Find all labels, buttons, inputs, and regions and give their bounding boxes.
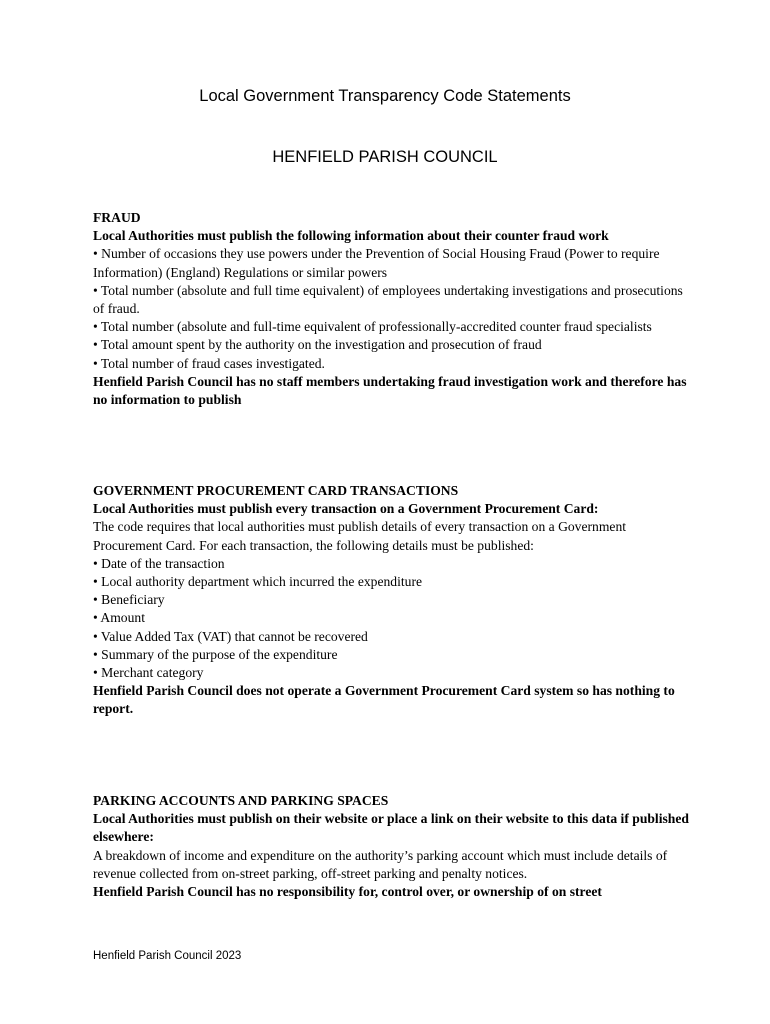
- fraud-heading: FRAUD: [93, 210, 141, 225]
- procurement-intro: The code requires that local authorities must publish details of every transaction on a Government Procurement Card. For each transaction, the following details must be published:: [93, 519, 627, 553]
- procurement-item: • Value Added Tax (VAT) that cannot be recovered: [93, 628, 368, 644]
- page-footer: Henfield Parish Council 2023: [93, 950, 242, 962]
- parking-intro: A breakdown of income and expenditure on the authority’s parking account which must include details of revenue collected from on-street parking, off-street parking and penalty notices.: [93, 847, 668, 881]
- procurement-statement: Henfield Parish Council does not operate a Government Procurement Card system so has nothing to report.: [93, 683, 675, 717]
- council-name: HENFIELD PARISH COUNCIL: [272, 148, 498, 166]
- parking-statement: Henfield Parish Council has no responsibility for, control over, or ownership of on street: [93, 884, 602, 900]
- procurement-item: • Summary of the purpose of the expenditure: [93, 646, 338, 662]
- fraud-item: • Total number (absolute and full-time equivalent of professionally-accredited counter fraud specialists: [93, 319, 652, 335]
- fraud-section: [93, 209, 693, 409]
- fraud-item: • Total number of fraud cases investigated.: [93, 355, 325, 371]
- parking-requirement: Local Authorities must publish on their website or place a link on their website to this data if published elsewhere:: [93, 811, 689, 845]
- procurement-item: • Local authority department which incurred the expenditure: [93, 574, 422, 590]
- fraud-requirement: Local Authorities must publish the following information about their counter fraud work: [93, 228, 609, 244]
- fraud-item: • Total amount spent by the authority on the investigation and prosecution of fraud: [93, 337, 542, 353]
- procurement-item: • Merchant category: [93, 665, 204, 681]
- fraud-item: • Total number (absolute and full time equivalent) of employees undertaking investigations and prosecutions of fraud.: [93, 282, 683, 317]
- procurement-heading: GOVERNMENT PROCUREMENT CARD TRANSACTIONS: [93, 483, 459, 498]
- fraud-statement: Henfield Parish Council has no staff members undertaking fraud investigation work and therefore has no information to publish: [93, 373, 687, 408]
- procurement-item: • Date of the transaction: [93, 555, 225, 571]
- procurement-section: [93, 482, 693, 719]
- procurement-item: • Amount: [93, 610, 145, 626]
- parking-section: [93, 792, 693, 901]
- fraud-item: • Number of occasions they use powers under the Prevention of Social Housing Fraud (Power to require Information) (England) Regulations or similar powers: [93, 246, 660, 280]
- procurement-item: • Beneficiary: [93, 592, 165, 608]
- parking-heading: PARKING ACCOUNTS AND PARKING SPACES: [93, 793, 389, 808]
- document-title: Local Government Transparency Code Statements: [199, 87, 571, 105]
- procurement-requirement: Local Authorities must publish every transaction on a Government Procurement Card:: [93, 501, 599, 517]
